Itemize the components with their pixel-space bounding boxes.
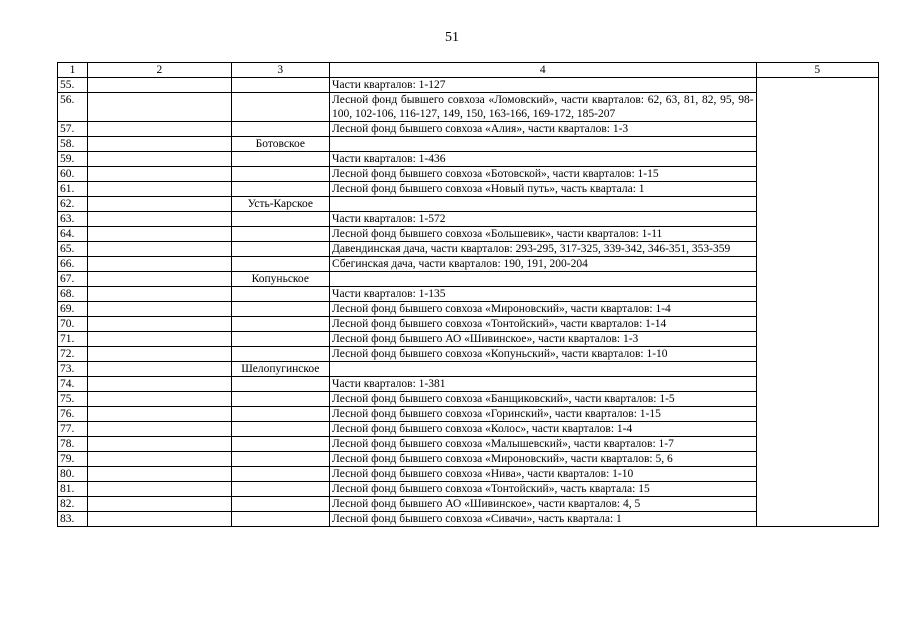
district-cell [231, 182, 329, 197]
column-2-cell [88, 227, 232, 242]
column-2-cell [88, 437, 232, 452]
column-2-cell [88, 347, 232, 362]
row-number-cell: 55. [58, 78, 88, 93]
district-cell [231, 497, 329, 512]
forest-description-cell: Лесной фонд бывшего АО «Шивинское», части кварталов: 1-3 [329, 332, 756, 347]
district-cell [231, 422, 329, 437]
column-2-cell [88, 302, 232, 317]
table-row [58, 227, 879, 242]
district-cell [231, 122, 329, 137]
district-cell [231, 452, 329, 467]
column-2-cell [88, 137, 232, 152]
district-cell [231, 93, 329, 122]
table-row [58, 287, 879, 302]
district-cell [231, 437, 329, 452]
table-row [58, 272, 879, 287]
district-cell: Ботовское [231, 137, 329, 152]
row-number-cell: 78. [58, 437, 88, 452]
district-cell [231, 482, 329, 497]
column-2-cell [88, 377, 232, 392]
table-row [58, 257, 879, 272]
page-number: 51 [445, 30, 459, 45]
header-col-1: 1 [58, 63, 88, 78]
forest-description-cell [329, 272, 756, 287]
forest-description-cell: Лесной фонд бывшего совхоза «Алия», части кварталов: 1-3 [329, 122, 756, 137]
district-cell [231, 257, 329, 272]
forest-description-cell: Лесной фонд бывшего совхоза «Сивачи», часть квартала: 1 [329, 512, 756, 527]
forest-description-cell: Лесной фонд бывшего совхоза «Нива», части кварталов: 1-10 [329, 467, 756, 482]
column-5-cell [756, 78, 878, 527]
district-cell [231, 167, 329, 182]
row-number-cell: 80. [58, 467, 88, 482]
forest-description-cell: Лесной фонд бывшего АО «Шивинское», части кварталов: 4, 5 [329, 497, 756, 512]
column-2-cell [88, 332, 232, 347]
district-cell: Усть-Карское [231, 197, 329, 212]
table-row [58, 122, 879, 137]
district-cell [231, 347, 329, 362]
table-row [58, 197, 879, 212]
column-2-cell [88, 272, 232, 287]
forest-description-cell: Давендинская дача, части кварталов: 293-295, 317-325, 339-342, 346-351, 353-359 [329, 242, 756, 257]
forest-description-cell: Лесной фонд бывшего совхоза «Большевик», части кварталов: 1-11 [329, 227, 756, 242]
column-2-cell [88, 93, 232, 122]
forest-description-cell [329, 137, 756, 152]
row-number-cell: 64. [58, 227, 88, 242]
forest-description-cell: Части кварталов: 1-436 [329, 152, 756, 167]
row-number-cell: 62. [58, 197, 88, 212]
district-cell [231, 212, 329, 227]
column-2-cell [88, 452, 232, 467]
district-cell [231, 332, 329, 347]
row-number-cell: 70. [58, 317, 88, 332]
column-2-cell [88, 197, 232, 212]
forest-description-cell: Лесной фонд бывшего совхоза «Тонтойский», часть квартала: 15 [329, 482, 756, 497]
header-col-3: 3 [231, 63, 329, 78]
row-number-cell: 74. [58, 377, 88, 392]
table-row [58, 242, 879, 257]
row-number-cell: 83. [58, 512, 88, 527]
district-cell [231, 377, 329, 392]
column-2-cell [88, 78, 232, 93]
table-row [58, 482, 879, 497]
forest-description-cell: Части кварталов: 1-381 [329, 377, 756, 392]
row-number-cell: 76. [58, 407, 88, 422]
column-2-cell [88, 497, 232, 512]
row-number-cell: 67. [58, 272, 88, 287]
district-cell [231, 467, 329, 482]
district-cell [231, 512, 329, 527]
table-row [58, 152, 879, 167]
column-2-cell [88, 467, 232, 482]
district-cell [231, 242, 329, 257]
forest-description-cell: Части кварталов: 1-135 [329, 287, 756, 302]
forest-areas-table [57, 62, 879, 527]
district-cell [231, 152, 329, 167]
table-row [58, 78, 879, 93]
table-row [58, 512, 879, 527]
row-number-cell: 81. [58, 482, 88, 497]
district-cell [231, 317, 329, 332]
column-2-cell [88, 152, 232, 167]
table-row [58, 452, 879, 467]
district-cell [231, 407, 329, 422]
row-number-cell: 60. [58, 167, 88, 182]
table-row [58, 212, 879, 227]
district-cell [231, 227, 329, 242]
table-row [58, 93, 879, 122]
column-2-cell [88, 512, 232, 527]
table-row [58, 467, 879, 482]
forest-description-cell: Сбегинская дача, части кварталов: 190, 191, 200-204 [329, 257, 756, 272]
row-number-cell: 56. [58, 93, 88, 122]
forest-description-cell: Части кварталов: 1-127 [329, 78, 756, 93]
table-row [58, 392, 879, 407]
table-row [58, 497, 879, 512]
column-2-cell [88, 182, 232, 197]
table-row [58, 167, 879, 182]
table-row [58, 182, 879, 197]
table-row [58, 377, 879, 392]
district-cell: Копуньское [231, 272, 329, 287]
forest-description-cell: Лесной фонд бывшего совхоза «Новый путь», часть квартала: 1 [329, 182, 756, 197]
row-number-cell: 65. [58, 242, 88, 257]
column-2-cell [88, 407, 232, 422]
header-row [58, 63, 879, 78]
table-header [58, 63, 879, 78]
forest-description-cell: Лесной фонд бывшего совхоза «Мироновский», части кварталов: 1-4 [329, 302, 756, 317]
row-number-cell: 68. [58, 287, 88, 302]
column-2-cell [88, 122, 232, 137]
table-body [58, 78, 879, 527]
table-row [58, 362, 879, 377]
row-number-cell: 66. [58, 257, 88, 272]
forest-description-cell: Лесной фонд бывшего совхоза «Копуньский», части кварталов: 1-10 [329, 347, 756, 362]
table-row [58, 347, 879, 362]
column-2-cell [88, 422, 232, 437]
column-2-cell [88, 257, 232, 272]
column-2-cell [88, 167, 232, 182]
forest-description-cell [329, 197, 756, 212]
row-number-cell: 69. [58, 302, 88, 317]
forest-description-cell: Лесной фонд бывшего совхоза «Колос», части кварталов: 1-4 [329, 422, 756, 437]
column-2-cell [88, 362, 232, 377]
table-row [58, 302, 879, 317]
header-col-4: 4 [329, 63, 756, 78]
district-cell [231, 302, 329, 317]
column-2-cell [88, 482, 232, 497]
table-row [58, 437, 879, 452]
table-row [58, 332, 879, 347]
row-number-cell: 77. [58, 422, 88, 437]
table-row [58, 422, 879, 437]
row-number-cell: 72. [58, 347, 88, 362]
table-row [58, 317, 879, 332]
district-cell [231, 78, 329, 93]
column-2-cell [88, 317, 232, 332]
header-col-5: 5 [756, 63, 878, 78]
table-row [58, 137, 879, 152]
row-number-cell: 75. [58, 392, 88, 407]
row-number-cell: 58. [58, 137, 88, 152]
row-number-cell: 61. [58, 182, 88, 197]
row-number-cell: 57. [58, 122, 88, 137]
district-cell [231, 392, 329, 407]
column-2-cell [88, 242, 232, 257]
district-cell [231, 287, 329, 302]
forest-description-cell: Лесной фонд бывшего совхоза «Малышевский», части кварталов: 1-7 [329, 437, 756, 452]
column-2-cell [88, 287, 232, 302]
table-row [58, 407, 879, 422]
row-number-cell: 71. [58, 332, 88, 347]
forest-description-cell: Лесной фонд бывшего совхоза «Ботовской», части кварталов: 1-15 [329, 167, 756, 182]
row-number-cell: 79. [58, 452, 88, 467]
forest-description-cell: Лесной фонд бывшего совхоза «Банщиковский», части кварталов: 1-5 [329, 392, 756, 407]
district-cell: Шелопугинское [231, 362, 329, 377]
forest-description-cell: Лесной фонд бывшего совхоза «Горинский», части кварталов: 1-15 [329, 407, 756, 422]
forest-description-cell: Лесной фонд бывшего совхоза «Мироновский», части кварталов: 5, 6 [329, 452, 756, 467]
forest-description-cell [329, 362, 756, 377]
row-number-cell: 73. [58, 362, 88, 377]
row-number-cell: 63. [58, 212, 88, 227]
column-2-cell [88, 392, 232, 407]
forest-description-cell: Лесной фонд бывшего совхоза «Ломовский», части кварталов: 62, 63, 81, 82, 95, 98-100, 102-106, 116-127, 149, 150, 163-166, 169-172, 185-207 [329, 93, 756, 122]
column-2-cell [88, 212, 232, 227]
row-number-cell: 82. [58, 497, 88, 512]
forest-description-cell: Части кварталов: 1-572 [329, 212, 756, 227]
forest-description-cell: Лесной фонд бывшего совхоза «Тонтойский», части кварталов: 1-14 [329, 317, 756, 332]
row-number-cell: 59. [58, 152, 88, 167]
header-col-2: 2 [88, 63, 232, 78]
